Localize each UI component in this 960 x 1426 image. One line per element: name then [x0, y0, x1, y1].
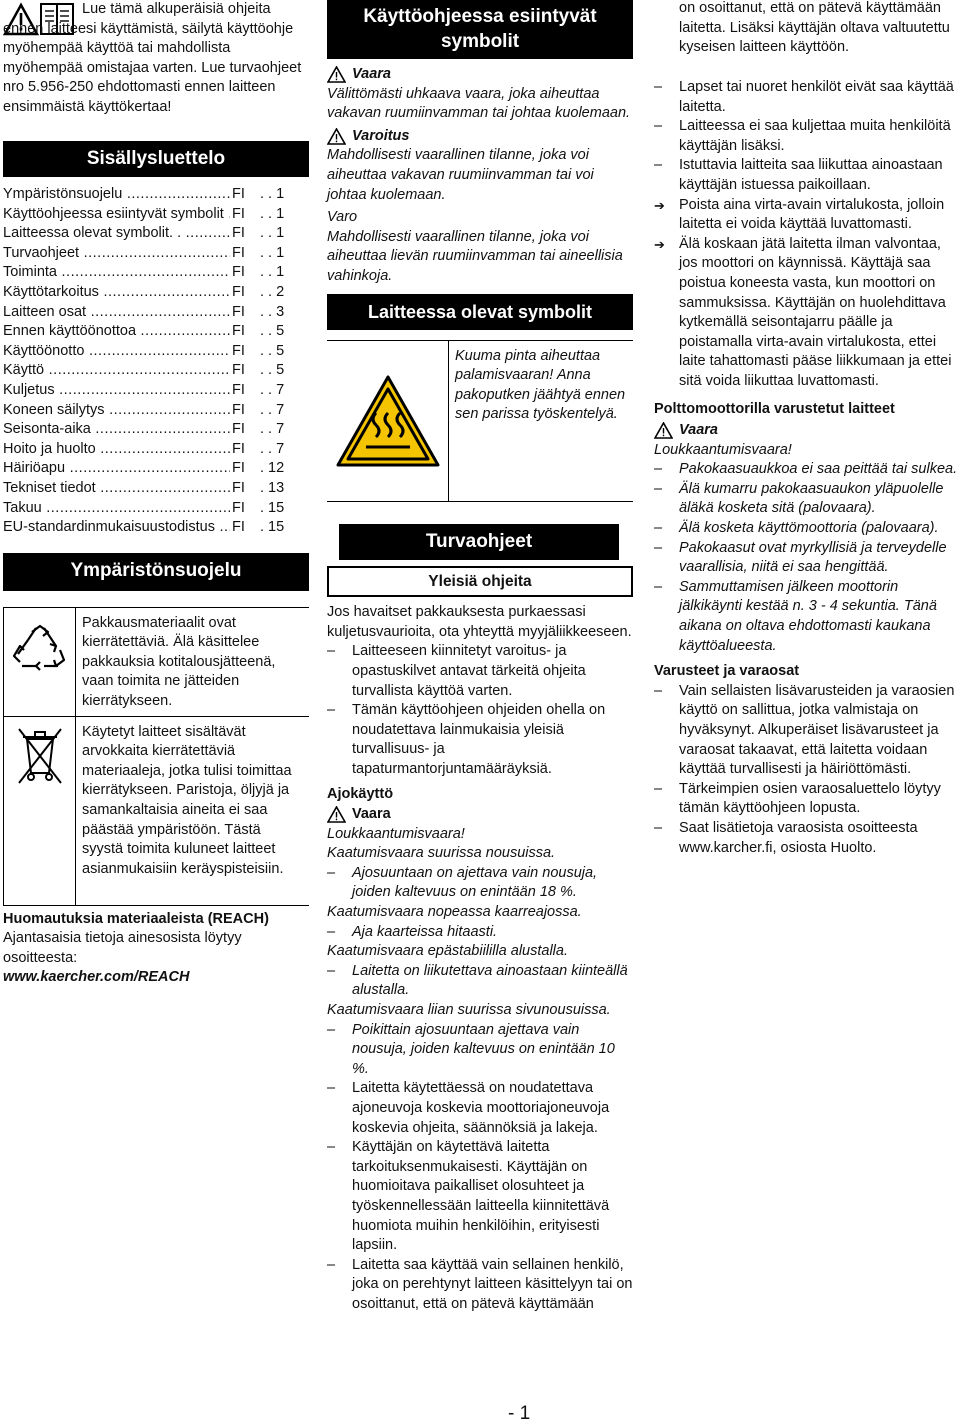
list-item: – Älä kumarru pakokaasuaukon yläpuolelle äläkä kosketa sitä (palovaara).	[654, 480, 958, 519]
toc-list	[3, 185, 309, 538]
toc-item[interactable]	[3, 518, 300, 538]
warning-triangle-icon	[327, 128, 346, 145]
toc-item-lang: FI	[232, 342, 245, 359]
list-item: – Vain sellaisten lisävarusteiden ja varaosien käyttö on sallittua, jotka valmistaja on hyväksynyt. Alkuperäiset lisävarusteet ja varaosat takaavat, että laitetta voidaan käyttää turvallisesti ja häiriöttömästi.	[654, 682, 958, 780]
rule-continuation-text: on osoittanut, että on pätevä käyttämään laitetta. Lisäksi käyttäjän oltava valtuutettu kyseisen laitteen käyttöön.	[679, 0, 950, 56]
toc-item-page: . . 5	[260, 362, 285, 379]
toc-item-title: Käyttö .....	[3, 361, 230, 381]
toc-item-page: . 15	[260, 519, 285, 536]
reach-link[interactable]: www.kaercher.com/REACH	[3, 969, 190, 986]
environment-box	[3, 607, 309, 906]
tip-risk-list	[327, 864, 633, 903]
toc-item-lang: FI	[232, 381, 245, 398]
warning-triangle-icon	[654, 422, 673, 439]
toc-item-lang: FI	[232, 244, 245, 261]
list-item: ➔ Älä koskaan jätä laitetta ilman valvontaa, jos moottori on käynnissä. Käyttäjä saa poistua koneesta vasta, kun moottori on sammuksissa. Käyttäjän on huolehdittava kytkemällä seisontajarru päälle ja poistamalla virta-avain virtalukosta, ettei laite tahattomasti pääse liikkumaan ja ettei sitä voida liikuttaa luvattomasti.	[654, 235, 958, 392]
toc-item-page: . . 3	[260, 303, 285, 320]
toc-item[interactable]	[3, 381, 300, 401]
danger-text: Välittömästi uhkaava vaara, joka aiheuttaa vakavan ruumiinvamman tai johtaa kuolemaan.	[327, 85, 631, 122]
general-heading: Yleisiä ohjeita	[327, 566, 633, 598]
toc-item[interactable]	[3, 244, 300, 264]
list-item: – Sammuttamisen jälkeen moottorin jälkikäynti kestää n. 3 - 4 sekuntia. Tänä aikana on oltava ehdottomasti kaukana käyttöalueesta.	[654, 578, 958, 656]
reach-heading: Huomautuksia materiaaleista (REACH)	[3, 910, 269, 927]
column-middle	[327, 0, 633, 1316]
toc-item-page: . . 1	[260, 264, 285, 281]
toc-item-title: Koneen säilytys .....	[3, 401, 230, 421]
toc-item-page: . . 1	[260, 205, 285, 222]
list-item: – Poikittain ajosuuntaan ajettava vain nousuja, joiden kaltevuus on enintään 10 %.	[327, 1021, 633, 1080]
surface-risk: Kaatumisvaara epästabiililla alustalla.	[327, 943, 568, 960]
toc-item-page: . . 2	[260, 283, 285, 300]
tip-risk: Kaatumisvaara suurissa nousuissa.	[327, 845, 556, 862]
toc-item-title: Toiminta .....	[3, 263, 230, 283]
page-number: - 1	[508, 1403, 531, 1424]
rule-text: Laitetta saa käyttää vain sellainen henkilö, joka on perehtynyt laitteen käsittelyyn tai on osoittanut, että on pätevä käyttämään	[352, 1256, 633, 1312]
hot-surface-text: Kuuma pinta aiheuttaa palamisvaaran! Anna pakoputken jäähtyä ennen sen parissa työskentelyä.	[455, 347, 626, 423]
hot-surface-icon	[327, 341, 449, 501]
toc-item-lang: FI	[232, 264, 245, 281]
danger-label-row	[327, 65, 633, 85]
toc-item-lang: FI	[232, 186, 245, 202]
engine-danger-label: Vaara	[679, 422, 718, 439]
toc-item-title: Kuljetus .....	[3, 381, 230, 401]
list-item: – Aja kaarteissa hitaasti.	[327, 923, 633, 943]
rules-list-a	[327, 1079, 633, 1315]
toc-item[interactable]	[3, 440, 300, 460]
list-item: – Pakokaasut ovat myrkyllisiä ja terveydelle vaarallisia, niitä ei saa hengittää.	[654, 539, 958, 578]
toc-item-lang: FI	[232, 440, 245, 457]
engine-injury: Loukkaantumisvaara!	[654, 441, 792, 458]
toc-item-title: Ennen käyttöönottoa .....	[3, 322, 230, 342]
environment-heading: Ympäristönsuojelu	[3, 553, 309, 591]
accessories-heading: Varusteet ja varaosat	[654, 663, 800, 680]
recycle-icon	[4, 608, 76, 716]
column-right	[654, 0, 958, 858]
list-item: – Pakokaasuaukkoa ei saa peittää tai sulkea.	[654, 460, 958, 480]
list-item: – Istuttavia laitteita saa liikuttaa ainoastaan käyttäjän istuessa paikoillaan.	[654, 156, 958, 195]
toc-item-lang: FI	[232, 303, 245, 320]
toc-item-page: . . 1	[260, 244, 285, 261]
toc-item-title: Seisonta-aika .....	[3, 420, 230, 440]
hot-surface-box	[327, 340, 633, 502]
safety-heading: Turvaohjeet	[339, 524, 619, 560]
toc-item-title: Tekniset tiedot .....	[3, 479, 230, 499]
warning-triangle-icon	[327, 66, 346, 83]
list-item: – Tämän käyttöohjeen ohjeiden ohella on noudatettava lainmukaisia yleisiä turvallisuus- ja tapaturmantorjuntamääräyksiä.	[327, 701, 633, 779]
list-item: – Älä kosketa käyttömoottoria (palovaara).	[654, 519, 958, 539]
surface-risk-list	[327, 962, 633, 1001]
toc-item-lang: FI	[232, 205, 245, 222]
general-text: Jos havaitset pakkauksesta purkaessasi kuljetusvaurioita, ota yhteyttä myyjäliikkeeseen.	[327, 604, 632, 640]
toc-item-title: Hoito ja huolto .....	[3, 440, 230, 460]
toc-item-title: EU-standardinmukaisuustodistus .....	[3, 518, 230, 538]
toc-item[interactable]	[3, 224, 300, 244]
engine-heading: Polttomoottorilla varustetut laitteet	[654, 400, 895, 417]
reach-text: Ajantasaisia tietoja ainesosista löytyy osoitteesta:	[3, 930, 242, 966]
toc-item-page: . . 7	[260, 421, 285, 438]
side-risk: Kaatumisvaara liian suurissa sivunousuissa.	[327, 1002, 611, 1018]
toc-item-title: Turvaohjeet .....	[3, 244, 230, 264]
toc-item-title: Takuu .....	[3, 499, 230, 519]
list-item: – Laitetta käytettäessä on noudatettava ajoneuvoja koskevia moottoriajoneuvoja koskevia ohjeita, säännöksiä ja lakeja.	[327, 1079, 633, 1138]
speed-risk-list	[327, 923, 633, 943]
list-item: ➔ Poista aina virta-avain virtalukosta, jolloin laitetta ei voida käyttää luvattomasti.	[654, 196, 958, 235]
symbols-heading: Käyttöohjeessa esiintyvät symbolit	[327, 0, 633, 59]
warning-label: Varoitus	[352, 127, 410, 144]
engine-danger-row	[654, 421, 958, 441]
toc-item-title: Käyttöohjeessa esiintyvät symbolit .....	[3, 205, 230, 225]
crossed-bin-icon	[4, 717, 76, 905]
toc-item-lang: FI	[232, 323, 245, 340]
driving-heading: Ajokäyttö	[327, 786, 394, 803]
caution-label: Varo	[327, 209, 358, 226]
toc-item-lang: FI	[232, 421, 245, 438]
list-item	[327, 1256, 633, 1316]
toc-item[interactable]	[3, 342, 300, 362]
list-item: – Laitetta on liikutettava ainoastaan kiinteällä alustalla.	[327, 962, 633, 1001]
list-item: – Laitteeseen kiinnitetyt varoitus- ja opastuskilvet antavat tärkeitä ohjeita turvallista käyttöä varten.	[327, 642, 633, 701]
device-symbols-heading: Laitteessa olevat symbolit	[327, 294, 633, 330]
list-item: – Saat lisätietoja varaosista osoitteesta www.karcher.fi, osiosta Huolto.	[654, 819, 958, 858]
toc-item[interactable]	[3, 499, 300, 519]
toc-heading: Sisällysluettelo	[3, 141, 309, 177]
warning-text: Mahdollisesti vaarallinen tilanne, joka voi aiheuttaa vakavan ruumiinvamman tai voi johtaa kuolemaan.	[327, 147, 594, 203]
toc-item-title: Käyttötarkoitus .....	[3, 283, 230, 303]
toc-item-title: Laitteessa olevat symbolit. . .....	[3, 224, 230, 244]
driving-injury: Loukkaantumisvaara!	[327, 825, 465, 842]
toc-item-lang: FI	[232, 499, 245, 516]
toc-item-lang: FI	[232, 519, 245, 536]
toc-item[interactable]	[3, 303, 300, 323]
driving-danger-row	[327, 805, 633, 825]
engine-list	[654, 460, 958, 656]
caution-text: Mahdollisesti vaarallinen tilanne, joka voi aiheuttaa lievän ruumiinvamman tai aineellisia vahinkoja.	[327, 228, 623, 284]
accessories-list	[654, 682, 958, 858]
list-item: – Laitteessa ei saa kuljettaa muita henkilöitä käyttäjän lisäksi.	[654, 117, 958, 156]
speed-risk: Kaatumisvaara nopeassa kaarreajossa.	[327, 904, 582, 921]
toc-item-page: . . 5	[260, 342, 285, 359]
general-list	[327, 642, 633, 779]
toc-item[interactable]	[3, 361, 300, 381]
toc-item[interactable]	[3, 263, 300, 283]
list-item: – Ajosuuntaan on ajettava vain nousuja, joiden kaltevuus on enintään 18 %.	[327, 864, 633, 903]
rule-continuation	[654, 0, 958, 78]
list-item: – Lapset tai nuoret henkilöt eivät saa käyttää laitetta.	[654, 78, 958, 117]
toc-item-page: . . 7	[260, 440, 285, 457]
intro-text: Lue tämä alkuperäisiä ohjeita ennen laitteesi käyttämistä, säilytä käyttöohje myöhempää käyttöä tai mahdollista myöhempää omistajaa varten. Lue turvaohjeet nro 5.956-250 ehdottomasti ennen laitteen ensimmäistä käyttökertaa!	[3, 1, 302, 115]
toc-item[interactable]	[3, 205, 300, 225]
rules-list-b	[654, 78, 958, 196]
toc-item-page: . . 7	[260, 401, 285, 418]
toc-item-lang: FI	[232, 362, 245, 379]
arrow-list	[654, 196, 958, 392]
side-risk-list	[327, 1021, 633, 1080]
warning-triangle-icon	[327, 806, 346, 823]
toc-item-lang: FI	[232, 283, 245, 300]
toc-item-page: . . 1	[260, 225, 285, 242]
toc-item-lang: FI	[232, 401, 245, 418]
toc-item[interactable]	[3, 185, 300, 205]
devices-text: Käytetyt laitteet sisältävät arvokkaita kierrätettäviä materiaaleja, jotka tulisi toimittaa kierrätykseen. Paristoja, öljyjä ja samankaltaisia aineita ei saa päästää ympäristöön. Tästä syystä toimita kuluneet laitteet asianmukaisiin keräyspisteisiin.	[82, 723, 292, 877]
toc-item[interactable]	[3, 283, 300, 303]
danger-label: Vaara	[352, 66, 391, 82]
toc-item-title: Häiriöapu .....	[3, 459, 230, 479]
driving-danger-label: Vaara	[352, 806, 391, 823]
toc-item-title: Käyttöönotto .....	[3, 342, 230, 362]
toc-item-title: Ympäristönsuojelu .....	[3, 185, 230, 205]
toc-item-page: . . 1	[260, 186, 285, 202]
list-item: – Käyttäjän on käytettävä laitetta tarkoituksenmukaisesti. Käyttäjän on huomioitava paikalliset olosuhteet ja työskennellessään laitteella kiinnitettävä huomiota muihin henkilöihin, erityisesti lapsiin.	[327, 1138, 633, 1256]
toc-item-lang: FI	[232, 225, 245, 242]
toc-item[interactable]	[3, 459, 300, 479]
column-left	[3, 0, 309, 988]
toc-item-page: . . 5	[260, 323, 285, 340]
toc-item[interactable]	[3, 420, 300, 440]
toc-item-lang: FI	[232, 479, 245, 496]
toc-item-page: . . 7	[260, 381, 285, 398]
toc-item-page: . 12	[260, 460, 285, 477]
packaging-text: Pakkausmateriaalit ovat kierrätettäviä. Älä käsittelee pakkauksia kotitalousjätteenä, vaan toimita ne jätteiden kierrätykseen.	[82, 614, 276, 710]
toc-item[interactable]	[3, 322, 300, 342]
toc-item-title: Laitteen osat .....	[3, 303, 230, 323]
toc-item[interactable]	[3, 479, 300, 499]
list-item: – Tärkeimpien osien varaosaluettelo löytyy tämän käyttöohjeen lopusta.	[654, 780, 958, 819]
toc-item-lang: FI	[232, 460, 245, 477]
toc-item[interactable]	[3, 401, 300, 421]
warning-label-row	[327, 127, 633, 147]
toc-item-page: . 13	[260, 479, 285, 496]
toc-item-page: . 15	[260, 499, 285, 516]
